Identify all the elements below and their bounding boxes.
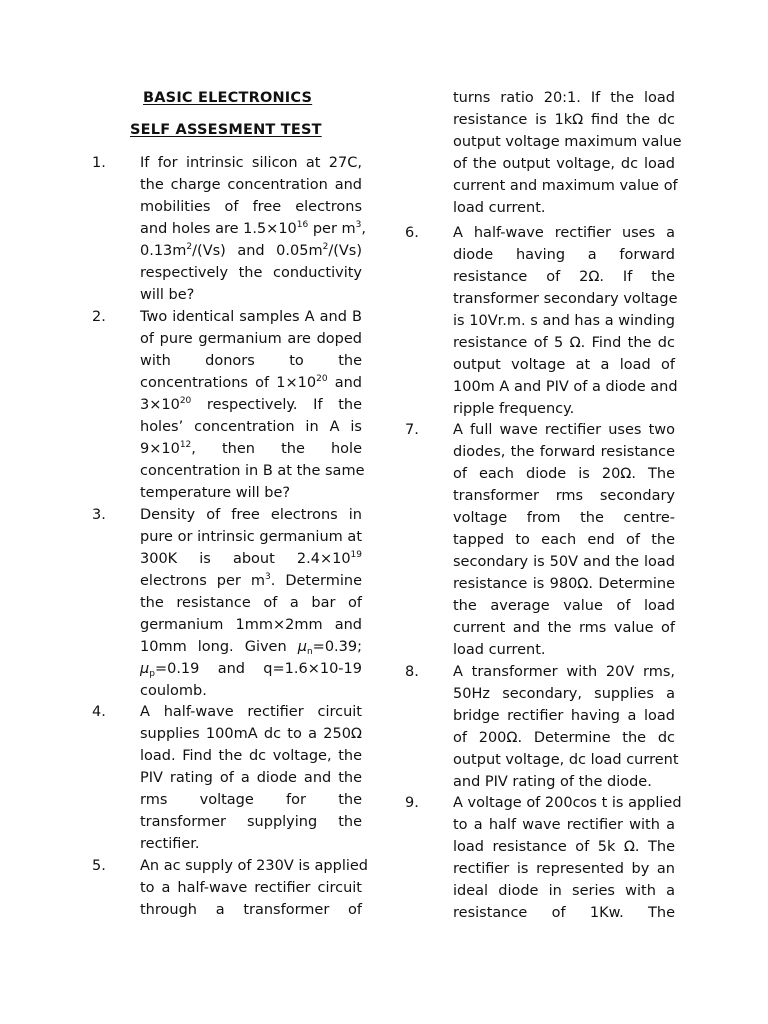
question-text (453, 661, 679, 793)
question-line: with donors to the (140, 353, 362, 369)
question-number: 4. (92, 704, 106, 720)
question-line: 50Hz secondary, supplies a (453, 686, 675, 702)
question-line: is 10Vr.m. s and has a winding (453, 313, 675, 329)
question-line: current and the rms value of (453, 620, 675, 636)
question-line: transformer secondary voltage (453, 291, 678, 307)
question-number: 2. (92, 309, 106, 325)
document-subtitle: SELF ASSESMENT TEST (130, 122, 322, 138)
question-line: transformer supplying the (140, 814, 362, 830)
question-line: Two identical samples A and B (140, 309, 362, 325)
question-text (453, 792, 682, 924)
question-line: output voltage, dc load current (453, 752, 679, 768)
question-line: turns ratio 20:1. If the load (453, 90, 675, 106)
question-line: concentrations of $1\times 10^{20}$ and (140, 374, 363, 391)
question-line: pure or intrinsic germanium at (140, 529, 362, 545)
question-text (453, 222, 678, 420)
question-line: through a transformer of (140, 902, 362, 918)
question-line: PIV rating of a diode and the (140, 770, 362, 786)
question-line: the resistance of a bar of (140, 595, 362, 611)
question-line: of 200Ω. Determine the dc (453, 730, 675, 746)
question-line: resistance of 1Kw. The (453, 905, 675, 921)
question-line: A transformer with 20V rms, (453, 664, 675, 680)
question-line: An ac supply of 230V is applied (140, 858, 369, 874)
question-line: and holes are $1.5\times 10^{16}$ per $m^3$, (140, 220, 367, 237)
question-number: 9. (405, 795, 419, 811)
question-line: of pure germanium are doped (140, 331, 362, 347)
question-line: bridge rectifier having a load (453, 708, 675, 724)
question-line: output voltage at a load of (453, 357, 675, 373)
question-line: resistance is 1kΩ find the dc (453, 112, 675, 128)
question-number: 7. (405, 422, 419, 438)
question-number: 5. (92, 858, 106, 874)
question-line: load resistance of 5k Ω. The (453, 839, 675, 855)
question-line: tapped to each end of the (453, 532, 675, 548)
question-line: supplies 100mA dc to a 250Ω (140, 726, 362, 742)
question-line: load current. (453, 200, 546, 216)
question-line: rectifier. (140, 836, 200, 852)
question-text (140, 152, 367, 306)
question-line: resistance is 980Ω. Determine (453, 576, 675, 592)
question-number: 6. (405, 225, 419, 241)
question-number: 1. (92, 155, 106, 171)
question-line: concentration in B at the same (140, 463, 365, 479)
question-line: of the output voltage, dc load (453, 156, 675, 172)
question-line: transformer rms secondary (453, 488, 675, 504)
question-text (453, 87, 682, 219)
question-line: ideal diode in series with a (453, 883, 675, 899)
question-line: mobilities of free electrons (140, 199, 362, 215)
question-line: secondary is 50V and the load (453, 554, 675, 570)
question-line: voltage from the centre- (453, 510, 675, 526)
question-line: holes’ concentration in A is (140, 419, 362, 435)
question-text (140, 701, 362, 855)
question-line: current and maximum value of (453, 178, 678, 194)
question-line: A full wave rectifier uses two (453, 422, 675, 438)
question-line: load current. (453, 642, 546, 658)
question-line: coulomb. (140, 683, 207, 699)
question-line: and PIV rating of the diode. (453, 774, 652, 790)
question-number: 8. (405, 664, 419, 680)
question-line: diodes, the forward resistance (453, 444, 675, 460)
question-line: Density of free electrons in (140, 507, 362, 523)
question-line: 100m A and PIV of a diode and (453, 379, 678, 395)
question-line: respectively the conductivity (140, 265, 362, 281)
document-title: BASIC ELECTRONICS (143, 90, 313, 106)
question-line: $\mu_p=0.19$ and q=1.6×10-19 (140, 661, 362, 679)
question-line: A voltage of 200cos t is applied (453, 795, 682, 811)
question-line: If for intrinsic silicon at 27C, (140, 155, 362, 171)
question-line: output voltage maximum value (453, 134, 682, 150)
question-line: A half-wave rectifier circuit (140, 704, 362, 720)
question-line: A half-wave rectifier uses a (453, 225, 675, 241)
question-line: temperature will be? (140, 485, 291, 501)
question-line: germanium 1mm×2mm and (140, 617, 362, 633)
question-line: to a half-wave rectifier circuit (140, 880, 362, 896)
question-number: 3. (92, 507, 106, 523)
question-line: $9\times 10^{12}$, then the hole (140, 440, 362, 457)
question-line: resistance of 5 Ω. Find the dc (453, 335, 675, 351)
question-line: of each diode is 20Ω. The (453, 466, 675, 482)
question-text (140, 504, 362, 702)
question-line: the average value of load (453, 598, 675, 614)
question-line: to a half wave rectifier with a (453, 817, 675, 833)
question-line: ripple frequency. (453, 401, 575, 417)
question-text (453, 419, 675, 661)
question-line: 10mm long. Given $\mu_n=0.39$; (140, 639, 362, 657)
question-line: electrons per $m^3$. Determine (140, 572, 363, 589)
question-line: the charge concentration and (140, 177, 362, 193)
question-line: $3\times 10^{20}$ respectively. If the (140, 396, 362, 413)
question-text (140, 306, 365, 504)
question-line: $0.13m^2/(Vs)$ and $0.05m^2/(Vs)$ (140, 242, 362, 259)
question-line: resistance of 2Ω. If the (453, 269, 675, 285)
question-line: load. Find the dc voltage, the (140, 748, 362, 764)
question-line: rectifier is represented by an (453, 861, 675, 877)
question-line: will be? (140, 287, 195, 303)
question-line: diode having a forward (453, 247, 675, 263)
question-line: 300K is about $2.4\times 10^{19}$ (140, 550, 362, 567)
question-line: rms voltage for the (140, 792, 362, 808)
question-text (140, 855, 369, 921)
